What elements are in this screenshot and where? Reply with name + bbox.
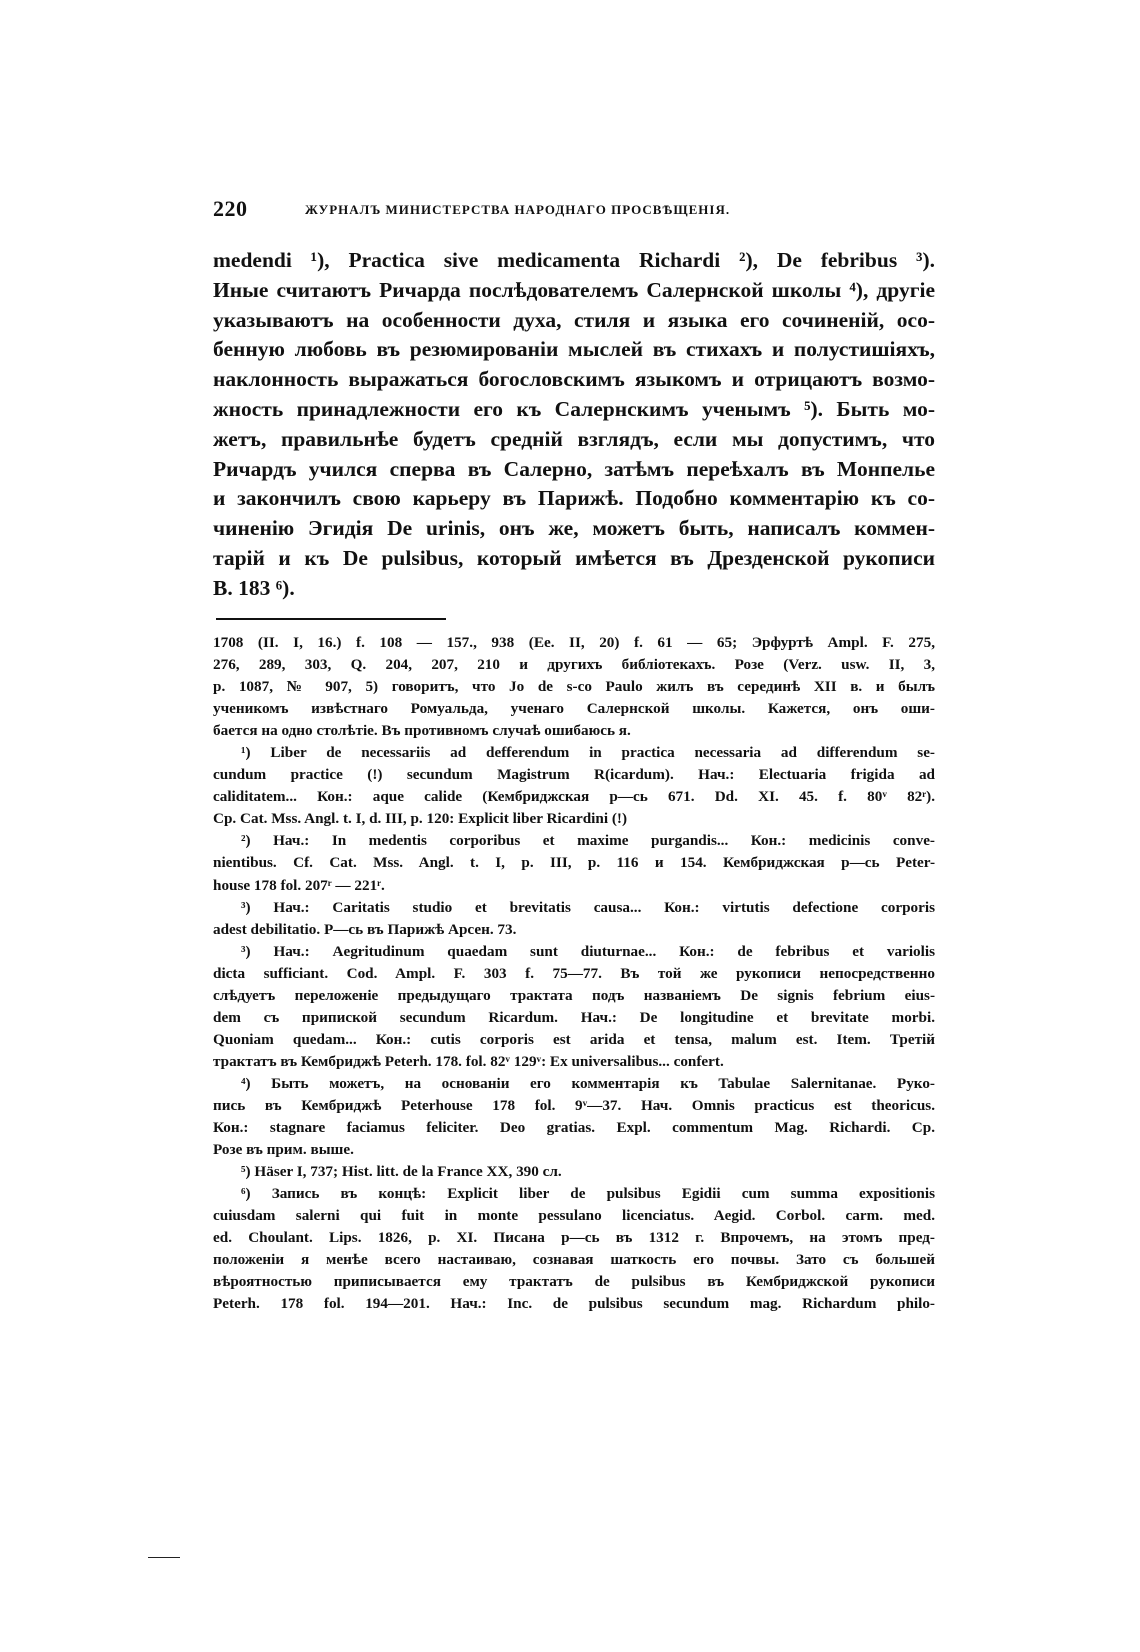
text-line: тарій и къ De pulsibus, который имѣется въ Дрезденской рукописи: [213, 545, 935, 570]
footnote-3: [213, 897, 935, 941]
footnote-line: Peterh. 178 fol. 194—201. Нач.: Inc. de pulsibus secundum mag. Richardum philo-: [213, 1295, 935, 1313]
main-paragraph: [213, 246, 935, 604]
text-line: medendi ¹), Practica sive medicamenta Richardi ²), De febribus ³).: [213, 248, 935, 272]
footnote-line: пись въ Кембриджѣ Peterhouse 178 fol. 9ᵛ—37. Нач. Omnis practicus est theoricus.: [213, 1096, 935, 1114]
footnote-separator: [216, 618, 446, 620]
footnote-line: dem съ припиской secundum Ricardum. Нач.: De longitudine et brevitate morbi.: [213, 1008, 935, 1026]
footnote-line: 276, 289, 303, Q. 204, 207, 210 и другихъ библіотекахъ. Розе (Verz. usw. II, 3,: [213, 656, 935, 674]
footnote-line: положеніи я менѣе всего настаиваю, сознавая шаткость его почвы. Зато съ большей: [213, 1251, 935, 1269]
footnote-line: ⁴) Быть можетъ, на основаніи его комментарія къ Tabulae Salernitanae. Руко-: [241, 1074, 935, 1092]
footnote-line: ученикомъ извѣстнаго Ромуальда, ученаго Салернской школы. Кажется, онъ оши-: [213, 700, 935, 718]
footnotes: [213, 632, 935, 1315]
text-line: Ричардъ учился сперва въ Салерно, затѣмъ переѣхалъ въ Монпелье: [213, 456, 935, 481]
footnote-2: [213, 830, 935, 896]
footnote-line: ²) Нач.: In medentis corporibus et maxime purgandis... Кон.: medicinis conve-: [241, 832, 935, 850]
text-line: жность принадлежности его къ Салернскимъ ученымъ ⁵). Быть мо-: [213, 396, 935, 421]
footnote-line: nientibus. Cf. Cat. Mss. Angl. t. I, p. III, p. 116 и 154. Кембриджская р—сь Peter-: [213, 854, 935, 872]
text-line: B. 183 ⁶).: [213, 575, 295, 600]
footnote-5: [213, 1161, 935, 1183]
footnote-line: слѣдуетъ переложеніе предыдущаго трактата подъ названіемъ De signis febrium eius-: [213, 986, 935, 1004]
text-line: Иные считаютъ Ричарда послѣдователемъ Салернской школы ⁴), другіе: [213, 277, 935, 302]
footnote-4: [213, 1073, 935, 1161]
text-line: указываютъ на особенности духа, стиля и языка его сочиненій, осо-: [213, 307, 935, 332]
footnote-line: трактатъ въ Кембриджѣ Peterh. 178. fol. 82ᵛ 129ᵛ: Ex universalibus... confert.: [213, 1052, 724, 1070]
footnote-line: ed. Choulant. Lips. 1826, p. XI. Писана р—сь въ 1312 г. Впрочемъ, на этомъ пред-: [213, 1229, 935, 1247]
running-title: ЖУРНАЛЪ МИНИСТЕРСТВА НАРОДНАГО ПРОСВѢЩЕНІЯ.: [305, 202, 731, 217]
footnote-line: ⁵) Häser I, 737; Hist. litt. de la France XX, 390 сл.: [241, 1163, 562, 1181]
footnote-line: ¹) Liber de necessariis ad defferendum in practica necessaria ad differendum se-: [241, 744, 935, 762]
text-line: бенную любовь въ резюмированіи мыслей въ стихахъ и полустишіяхъ,: [213, 337, 935, 362]
footnote-line: house 178 fol. 207ʳ — 221ʳ.: [213, 876, 385, 894]
footnote-line: p. 1087, № 907, 5) говоритъ, что Jo de s-co Paulo жилъ въ серединѣ XII в. и былъ: [213, 678, 935, 696]
footnote-line: Ср. Cat. Mss. Angl. t. I, d. III, p. 120: Explicit liber Ricardini (!): [213, 810, 628, 828]
text-line: наклонность выражаться богословскимъ языкомъ и отрицаютъ возмо-: [213, 367, 935, 392]
footnote-line: ⁶) Запись въ концѣ: Explicit liber de pulsibus Egidii cum summa expositionis: [241, 1185, 935, 1203]
footnote-6: [213, 1183, 935, 1315]
footnote-line: 1708 (II. I, 16.) f. 108 — 157., 938 (Ee. II, 20) f. 61 — 65; Эрфуртѣ Ampl. F. 275,: [213, 634, 935, 651]
text-line: чиненію Эгидія De urinis, онъ же, можетъ быть, написалъ коммен-: [213, 516, 935, 541]
footnote-line: cuiusdam salerni qui fuit in monte pessulano licenciatus. Aegid. Corbol. carm. med.: [213, 1207, 935, 1225]
footnote-line: adest debilitatio. Р—сь въ Парижѣ Арсен. 73.: [213, 920, 517, 938]
footnote-line: dicta sufficiant. Cod. Ampl. F. 303 f. 75—77. Въ той же рукописи непосредственно: [213, 964, 935, 982]
footnote-line: ³) Нач.: Caritatis studio et brevitatis causa... Кон.: virtutis defectione corporis: [241, 898, 935, 916]
footnote-line: Розе въ прим. выше.: [213, 1141, 354, 1159]
text-line: и закончилъ свою карьеру въ Парижѣ. Подобно комментарію къ со-: [213, 486, 935, 511]
footnote-3b: [213, 941, 935, 1073]
footnote-line: бается на одно столѣтіе. Въ противномъ случаѣ ошибаюсь я.: [213, 722, 631, 740]
margin-mark: [148, 1557, 180, 1558]
footnote-line: caliditatem... Кон.: aque calide (Кембриджская р—сь 671. Dd. XI. 45. f. 80ᵛ 82ʳ).: [213, 788, 935, 806]
footnote-continuation: [213, 632, 935, 742]
page-header: [213, 196, 1013, 226]
footnote-line: cundum practice (!) secundum Magistrum R(icardum). Нач.: Electuaria frigida ad: [213, 766, 935, 784]
footnote-line: Quoniam quedam... Кон.: cutis corporis est arida et tensa, malum est. Item. Третій: [213, 1030, 935, 1048]
footnote-line: ³) Нач.: Aegritudinum quaedam sunt diuturnae... Кон.: de febribus et variolis: [241, 942, 935, 960]
footnote-line: вѣроятностью приписывается ему трактатъ de pulsibus въ Кембриджской рукописи: [213, 1273, 935, 1291]
text-line: жетъ, правильнѣе будетъ средній взглядъ, если мы допустимъ, что: [213, 426, 935, 451]
footnote-line: Кон.: stagnare faciamus feliciter. Deo gratias. Expl. commentum Mag. Richardi. Ср.: [213, 1119, 935, 1137]
footnote-1: [213, 742, 935, 830]
page-number: 220: [213, 196, 248, 221]
